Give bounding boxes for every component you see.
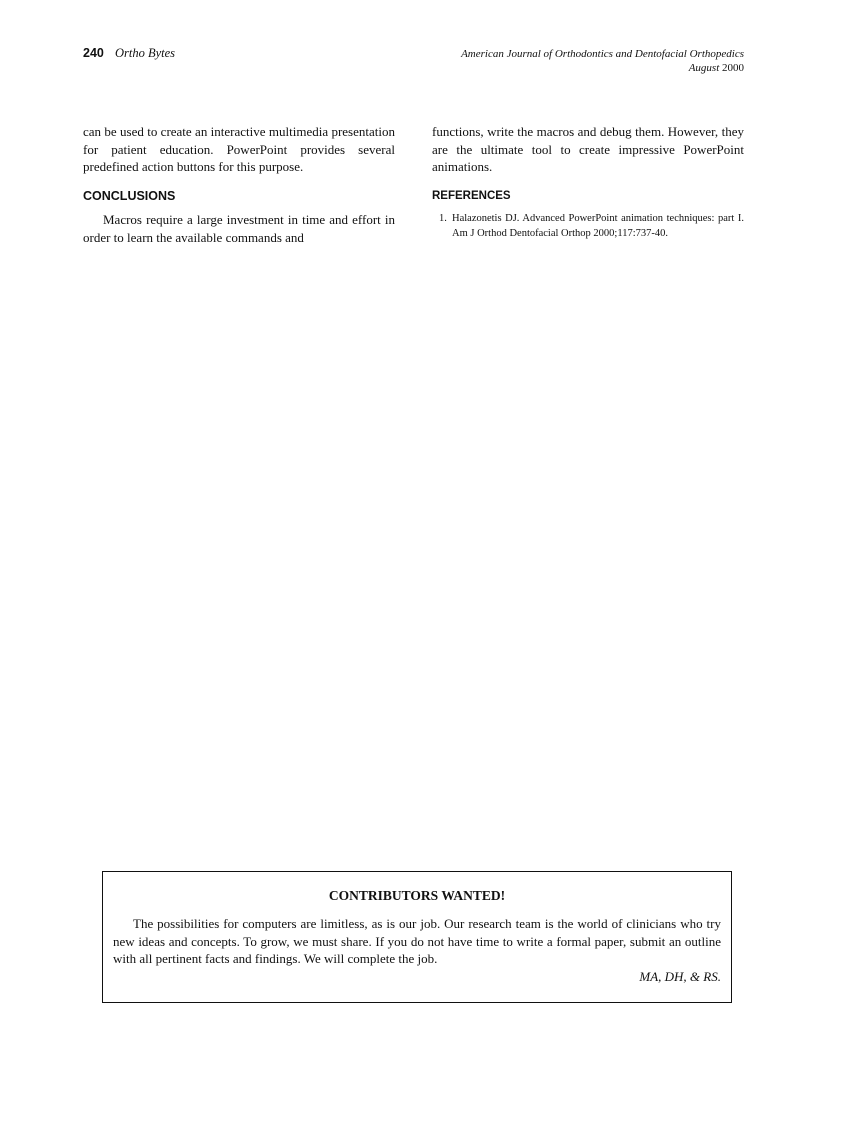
reference-text: Halazonetis DJ. Advanced PowerPoint animation techniques: part I. Am J Orthod Dentofacial Orthop 2000;117:737-40. <box>452 213 744 239</box>
references-heading: REFERENCES <box>432 189 511 202</box>
issue-month: August <box>688 62 720 74</box>
running-header-left <box>83 46 175 61</box>
conclusions-paragraph: Macros require a large investment in time and effort in order to learn the available commands and <box>83 212 395 245</box>
references-list <box>432 211 744 241</box>
contributors-signature: MA, DH, & RS. <box>639 968 721 984</box>
journal-title: American Journal of Orthodontics and Dentofacial Orthopedics <box>461 48 744 60</box>
reference-number: 1. <box>439 213 447 224</box>
left-column <box>83 123 395 246</box>
continued-paragraph-right: functions, write the macros and debug them. However, they are the ultimate tool to create impressive PowerPoint animations. <box>432 124 744 174</box>
page-number: 240 <box>83 46 104 60</box>
contributors-body: The possibilities for computers are limitless, as is our job. Our research team is the world of clinicians who try new ideas and concepts. To grow, we must share. If you do not have time to write a formal paper, submit an outline with all pertinent facts and findings. We will complete the job. <box>113 916 721 966</box>
conclusions-heading: CONCLUSIONS <box>83 188 176 203</box>
issue-year: 2000 <box>722 62 744 74</box>
contributors-box <box>102 871 732 1003</box>
right-column <box>432 123 744 241</box>
contributors-title: CONTRIBUTORS WANTED! <box>328 888 506 903</box>
continued-paragraph-left: can be used to create an interactive multimedia presentation for patient education. PowerPoint provides several predefined action buttons for this purpose. <box>83 124 395 174</box>
reference-item <box>432 211 744 241</box>
section-name: Ortho Bytes <box>114 46 176 60</box>
running-header-right <box>461 47 744 75</box>
issue-date <box>461 61 744 75</box>
